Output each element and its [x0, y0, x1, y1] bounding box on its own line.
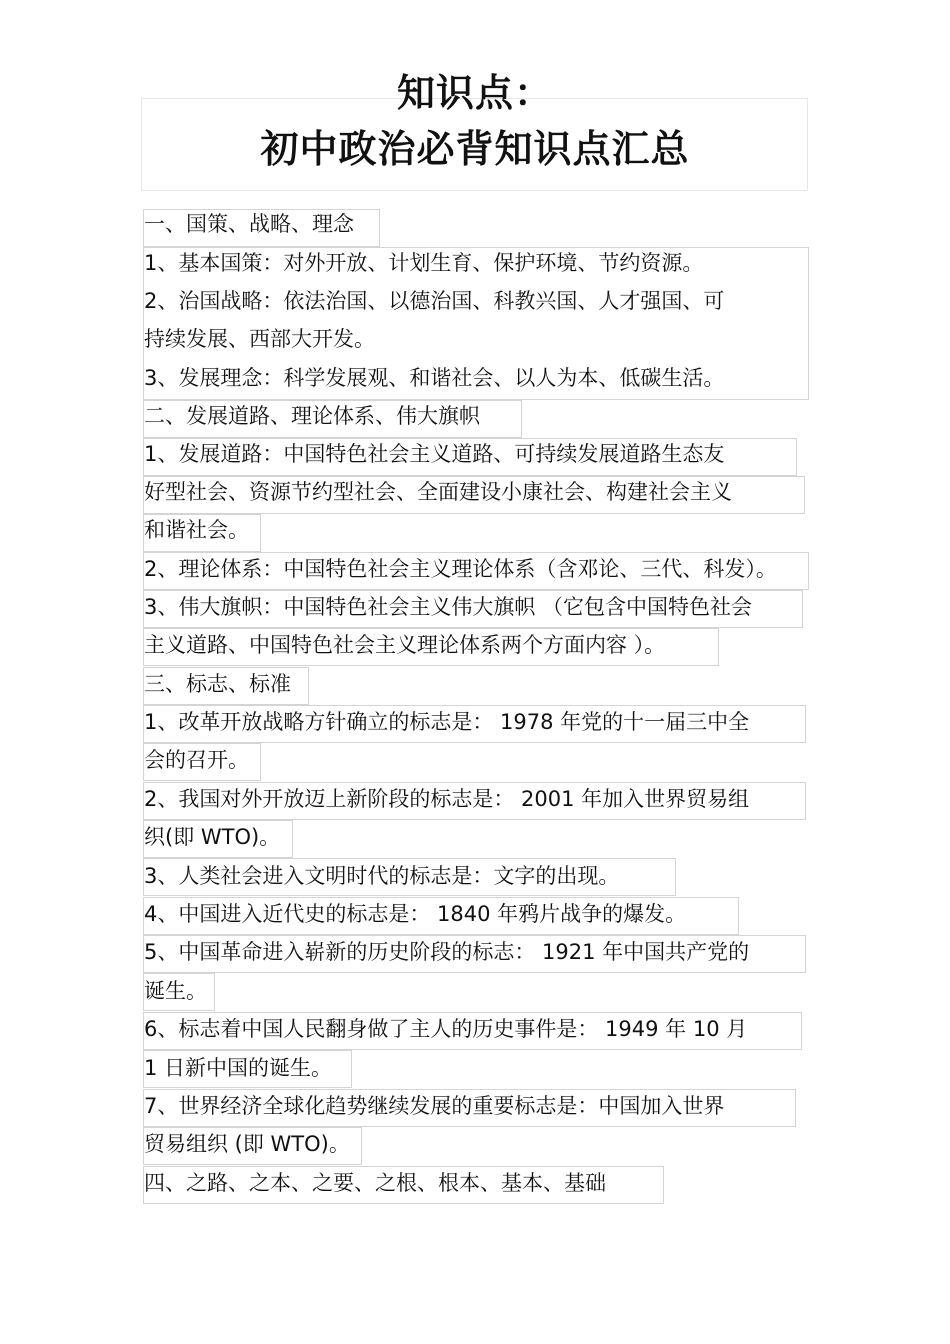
- section-heading-4: 四、之路、之本、之要、之根、根本、基本、基础: [144, 1171, 606, 1195]
- text-line: 和谐社会。: [144, 518, 249, 542]
- text-line: 3、发展理念：科学发展观、和谐社会、以人为本、低碳生活。: [144, 366, 725, 390]
- text-line: 诞生。: [144, 979, 207, 1003]
- text-line: 6、标志着中国人民翻身做了主人的历史事件是： 1949 年 10 月: [144, 1017, 748, 1041]
- text-line: 1、基本国策：对外开放、计划生育、保护环境、节约资源。: [144, 251, 704, 275]
- text-line: 2、我国对外开放迈上新阶段的标志是： 2001 年加入世界贸易组: [144, 787, 750, 811]
- page-title-line1: 知识点：: [396, 71, 553, 115]
- text-line: 7、世界经济全球化趋势继续发展的重要标志是：中国加入世界: [144, 1094, 725, 1118]
- text-line: 会的召开。: [144, 748, 249, 772]
- text-line: 2、治国战略：依法治国、以德治国、科教兴国、人才强国、可: [144, 289, 725, 313]
- text-line: 1 日新中国的诞生。: [144, 1056, 333, 1080]
- text-line: 织(即 WTO)。: [144, 825, 281, 849]
- text-line: 持续发展、西部大开发。: [144, 327, 375, 351]
- section-heading-1: 一、国策、战略、理念: [144, 212, 354, 236]
- text-line: 3、伟大旗帜：中国特色社会主义伟大旗帜 （它包含中国特色社会: [144, 595, 753, 619]
- text-line: 4、中国进入近代史的标志是： 1840 年鸦片战争的爆发。: [144, 902, 687, 926]
- text-line: 贸易组织 (即 WTO)。: [144, 1132, 350, 1156]
- text-line: 2、理论体系：中国特色社会主义理论体系（含邓论、三代、科发）。: [144, 557, 777, 581]
- text-line: 3、人类社会进入文明时代的标志是：文字的出现。: [144, 864, 620, 888]
- text-line: 5、中国革命进入崭新的历史阶段的标志： 1921 年中国共产党的: [144, 940, 750, 964]
- text-line: 1、改革开放战略方针确立的标志是： 1978 年党的十一届三中全: [144, 710, 750, 734]
- section-heading-3: 三、标志、标准: [144, 672, 291, 696]
- page-title-line2: 初中政治必背知识点汇总: [260, 127, 690, 171]
- text-line: 好型社会、资源节约型社会、全面建设小康社会、构建社会主义: [144, 480, 732, 504]
- text-line: 主义道路、中国特色社会主义理论体系两个方面内容 ）。: [144, 633, 666, 657]
- text-line: 1、发展道路：中国特色社会主义道路、可持续发展道路生态友: [144, 442, 725, 466]
- section-heading-2: 二、发展道路、理论体系、伟大旗帜: [144, 404, 480, 428]
